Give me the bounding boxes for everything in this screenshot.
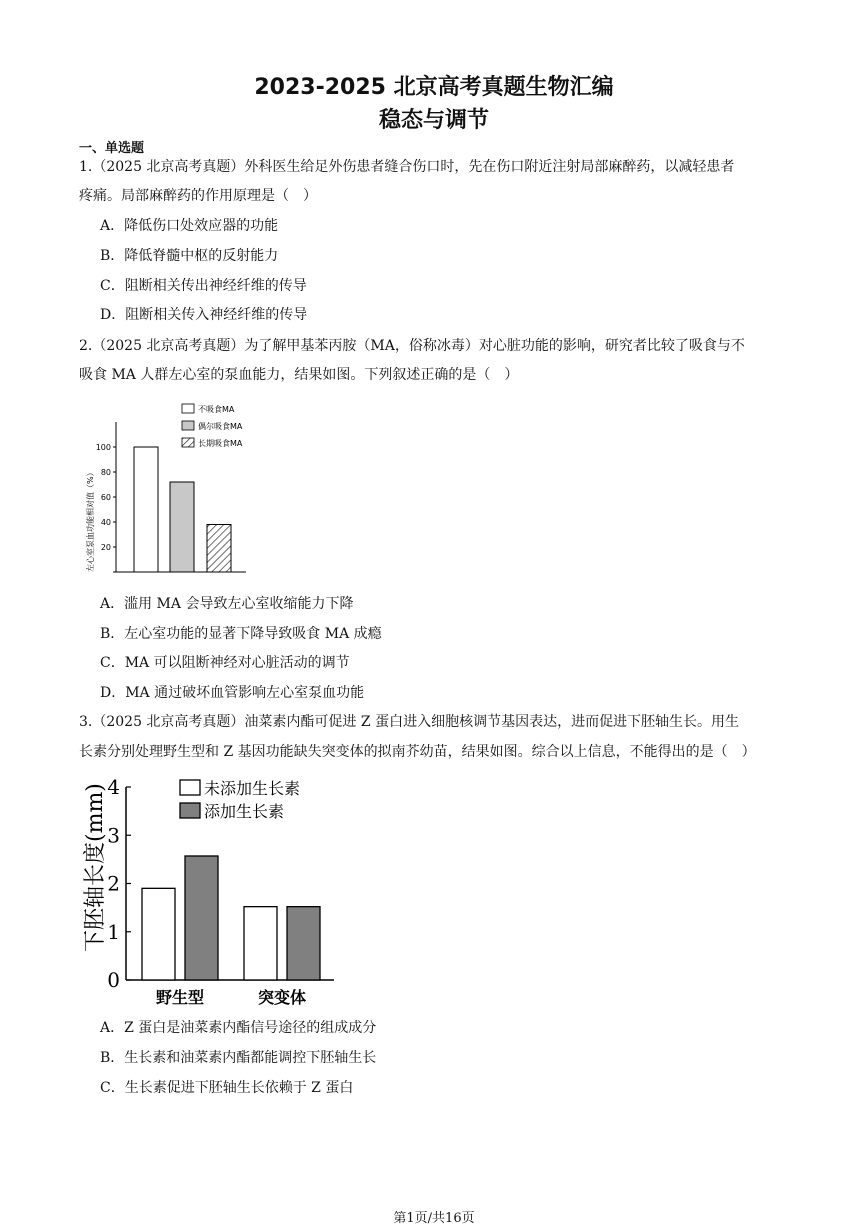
chart1-y-tick-label: 80	[100, 468, 111, 477]
q2-option-b: B．左心室功能的显著下降导致吸食 MA 成瘾	[100, 626, 382, 642]
document-title: 2023-2025 北京高考真题生物汇编	[254, 75, 614, 100]
chart2-legend-label: 未添加生长素	[204, 779, 301, 798]
chart2-y-tick-label: 3	[107, 823, 120, 848]
q1-option-a: A．降低伤口处效应器的功能	[100, 218, 279, 234]
chart2-legend-label: 添加生长素	[204, 802, 285, 821]
q1-stem-line1: 1.（2025 北京高考真题）外科医生给足外伤患者缝合伤口时，先在伤口附近注射局部麻醉药，以减轻患者	[79, 159, 735, 175]
chart1-bar	[170, 482, 194, 572]
q2-option-c: C．MA 可以阻断神经对心脏活动的调节	[100, 655, 350, 671]
q2-stem-line1: 2.（2025 北京高考真题）为了解甲基苯丙胺（MA，俗称冰毒）对心脏功能的影响，研究者比较了吸食与不	[79, 338, 745, 354]
chart2-y-tick-label: 4	[107, 775, 120, 799]
q3-option-c: C．生长素促进下胚轴生长依赖于 Z 蛋白	[100, 1080, 354, 1096]
q1-stem-line2: 疼痛。局部麻醉药的作用原理是（ ）	[79, 188, 317, 204]
q1-option-d: D．阻断相关传入神经纤维的传导	[100, 307, 308, 323]
page-number: 第1页/共16页	[393, 1211, 475, 1226]
section-heading: 一、单选题	[79, 141, 145, 156]
chart2-legend-swatch	[180, 803, 200, 818]
chart1-bar	[134, 447, 158, 572]
chart2-bar	[185, 856, 218, 980]
chart2-category-label: 突变体	[257, 988, 307, 1007]
chart2-y-axis-label: 下胚轴长度(mm)	[83, 783, 108, 952]
chart1-legend-label: 偶尔吸食MA	[198, 422, 243, 431]
q2-option-a: A．滥用 MA 会导致左心室收缩能力下降	[100, 596, 354, 612]
chart2-bar	[142, 888, 175, 980]
chart1-y-tick-label: 40	[100, 518, 111, 527]
chart2-bar	[287, 907, 320, 980]
chart1-bar	[207, 525, 231, 573]
q3-option-a: A．Z 蛋白是油菜素内酯信号途径的组成成分	[100, 1020, 377, 1036]
chart2-bar	[244, 907, 277, 980]
chart1-y-tick-label: 20	[100, 543, 111, 552]
chart2-y-tick-label: 0	[107, 968, 120, 992]
chart1-y-tick-label: 60	[100, 493, 111, 502]
q3-stem-line2: 长素分别处理野生型和 Z 基因功能缺失突变体的拟南芥幼苗，结果如图。综合以上信息，不能得出的是（ ）	[79, 744, 756, 760]
chart2-y-tick-label: 2	[107, 871, 120, 896]
q3-option-b: B．生长素和油菜素内酯都能调控下胚轴生长	[100, 1050, 377, 1066]
chart1-legend-swatch	[182, 404, 194, 413]
chart1-legend-swatch	[182, 421, 194, 430]
hypocotyl-length-chart	[70, 770, 350, 1010]
chart2-legend-swatch	[180, 780, 200, 795]
chart1-y-tick-label: 100	[95, 443, 111, 452]
q1-option-b: B．降低脊髓中枢的反射能力	[100, 248, 279, 264]
q2-stem-line2: 吸食 MA 人群左心室的泵血能力，结果如图。下列叙述正确的是（ ）	[79, 367, 519, 383]
q3-stem-line1: 3.（2025 北京高考真题）油菜素内酯可促进 Z 蛋白进入细胞核调节基因表达，进而促进下胚轴生长。用生	[79, 714, 740, 730]
chart2-category-label: 野生型	[155, 988, 205, 1007]
document-subtitle: 稳态与调节	[378, 108, 489, 133]
left-ventricle-chart	[70, 395, 270, 580]
chart1-legend-swatch	[182, 438, 194, 447]
chart1-legend-label: 不吸食MA	[198, 405, 235, 414]
chart1-legend-label: 长期吸食MA	[198, 439, 243, 448]
chart1-y-axis-label: 左心室泵血功能相对值（%）	[86, 468, 95, 572]
q2-option-d: D．MA 通过破坏血管影响左心室泵血功能	[100, 685, 365, 701]
q1-option-c: C．阻断相关传出神经纤维的传导	[100, 278, 307, 294]
chart2-y-tick-label: 1	[107, 919, 120, 944]
